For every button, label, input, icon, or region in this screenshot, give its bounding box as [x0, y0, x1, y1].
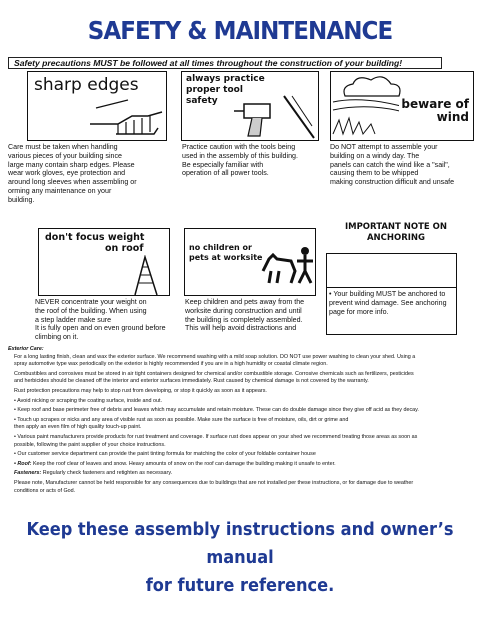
care-line: Please note, Manufacturer cannot be held responsible for any consequences due to buildings that are not installed per these instructions, or for damage due to weather	[14, 479, 414, 486]
label-line: always practice	[186, 74, 265, 84]
caption-line: Keep children and pets away from the	[185, 298, 305, 306]
anchoring-heading	[324, 222, 468, 244]
care-line: then apply an even film of high quality touch-up paint.	[14, 424, 142, 431]
label-line: pets at worksite	[189, 253, 263, 262]
exterior-care-section	[8, 346, 472, 495]
roof-label	[45, 232, 144, 254]
caption-line: It is fully open and on even ground before	[35, 324, 166, 333]
caption-line: climbing on it.	[35, 333, 79, 342]
care-line: For a long lasting finish, clean and wax the exterior surface. We recommend washing with a mild soap solution. DO NOT use power washing to clean your shed. Using a	[14, 353, 416, 360]
care-bullet: • Avoid nicking or scraping the coating surface, inside and out.	[14, 397, 163, 404]
intro-text: Safety precautions MUST be followed at all times throughout the construction of your building!	[14, 58, 403, 68]
caption-line: panels can catch the wind like a "sail",	[330, 160, 450, 169]
wind-label	[399, 98, 469, 124]
label-line: beware of	[401, 97, 469, 111]
care-bullet: • Keep roof and base perimeter free of debris and leaves which may accumulate and retain moisture. These can do double damage since they give off acid as they decay.	[14, 407, 419, 414]
sharp-edges-caption	[8, 143, 178, 205]
roof-bullet-label: • Roof:	[14, 460, 32, 467]
caption-line: • Your building MUST be anchored to	[329, 290, 446, 298]
care-bullet	[8, 434, 472, 449]
tool-safety-panel	[181, 71, 319, 141]
caption-line: making construction difficult and unsafe	[330, 178, 455, 187]
gloved-hand-icon	[88, 94, 166, 140]
care-paragraph	[8, 354, 472, 369]
care-line: • Touch up scrapes or nicks and any area of visible rust as soon as possible. Make sure the surface is free of moisture, oils, dirt or grime and	[14, 416, 349, 423]
caption-line: the building is completely assembled.	[185, 315, 303, 324]
care-paragraph: Rust protection precautions may help to stop rust from developing, or stop it quickly as soon as it appears.	[14, 387, 267, 394]
ladder-icon	[125, 255, 165, 295]
caption-line: building on a windy day. The	[330, 151, 420, 160]
anchoring-note	[326, 287, 457, 335]
care-bullet: • Our customer service department can provide the paint tinting formula for matching the color of your foldable container house	[14, 451, 316, 458]
heading-line: IMPORTANT NOTE ON	[344, 222, 448, 232]
page-title: SAFETY & MAINTENANCE	[87, 16, 393, 45]
caption-line: worksite during construction and until	[185, 306, 302, 315]
tool-safety-caption	[182, 143, 322, 178]
wind-panel	[330, 71, 474, 141]
children-pets-panel	[184, 228, 316, 296]
caption-line: used in the assembly of this building.	[182, 151, 298, 160]
caption-line: operation of all power tools.	[182, 169, 269, 178]
anchoring-image-box	[326, 253, 457, 288]
caption-line: around long sleeves when assembling or	[8, 178, 137, 187]
caption-line: wear work gloves, eye protection and	[8, 169, 126, 178]
care-line: spray automotive type wax periodically on the exterior is highly recommended if you are in a high humidity or coastal climate region.	[14, 361, 328, 368]
caption-line: Do NOT attempt to assemble your	[330, 143, 438, 151]
care-line: and herbicides should be cleaned off the interior and exterior surfaces immediately. Rust caused by chemical damage is not covered by the warranty.	[14, 378, 369, 385]
caption-line: Be especially familiar with	[182, 160, 264, 169]
fasteners-label: Fasteners:	[14, 470, 42, 477]
exterior-care-heading: Exterior Care:	[8, 346, 44, 352]
children-pets-label	[189, 243, 262, 263]
care-paragraph	[8, 480, 472, 495]
care-line: conditions or acts of God.	[14, 487, 76, 494]
caption-line: Care must be taken when handling	[8, 143, 118, 151]
caption-line: building.	[8, 195, 35, 204]
label-line: wind	[436, 110, 469, 124]
roof-bullet-text: Keep the roof clear of leaves and snow. Heavy amounts of snow on the roof can damage the building making it unsafe to enter.	[31, 460, 336, 467]
caption-line: prevent wind damage. See anchoring	[329, 298, 447, 307]
label-line: don't focus weight	[45, 232, 145, 243]
care-bullet	[8, 461, 472, 469]
roof-panel	[38, 228, 170, 296]
caption-line: large many contain sharp edges. Please	[8, 160, 135, 169]
caption-line: various pieces of your building since	[8, 151, 122, 160]
wind-caption	[330, 143, 472, 187]
caption-line: NEVER concentrate your weight on	[35, 298, 147, 306]
caption-line: Practice caution with the tools being	[182, 143, 296, 151]
care-line: possible, following the paint supplier of your choice instructions.	[14, 441, 166, 448]
label-line: no children or	[189, 243, 252, 252]
sharp-edges-label: sharp edges	[34, 75, 139, 95]
care-paragraph	[8, 470, 472, 478]
caption-line: orming any maintenance on your	[8, 186, 112, 195]
children-pets-caption	[185, 298, 313, 333]
dog-and-child-icon	[261, 241, 313, 285]
fasteners-text: Regularly check fasteners and retighten as necessary.	[41, 470, 173, 477]
caption-line: This will help avoid distractions and	[185, 324, 297, 333]
label-line: on roof	[105, 243, 144, 254]
care-line: • Various paint manufacturers provide products for rust treatment and coverage. If surface rust does appear on your shed we recommend treating those areas as soon as	[14, 433, 418, 440]
caption-line: a step ladder make sure	[35, 315, 112, 324]
care-bullet	[8, 417, 472, 432]
caption-line: page for more info.	[329, 307, 389, 316]
caption-line: causing them to be whipped	[330, 169, 419, 178]
footer-line: for future reference.	[145, 575, 335, 596]
heading-line: ANCHORING	[366, 233, 426, 243]
roof-caption	[35, 298, 169, 342]
footer-line: Keep these assembly instructions and owner’s manual	[26, 519, 454, 568]
care-paragraph	[8, 371, 472, 386]
footer-note	[0, 516, 480, 600]
caption-line: the roof of the building. When using	[35, 306, 147, 315]
sharp-edges-panel	[27, 71, 167, 141]
label-line: safety	[186, 96, 218, 106]
care-line: Combustibles and corrosives must be stored in air tight containers designed for chemical and/or combustible storage. Corrosive chemicals such as fertilizers, pesticides	[14, 370, 414, 377]
power-drill-icon	[234, 92, 318, 140]
label-line: proper tool	[186, 85, 243, 95]
